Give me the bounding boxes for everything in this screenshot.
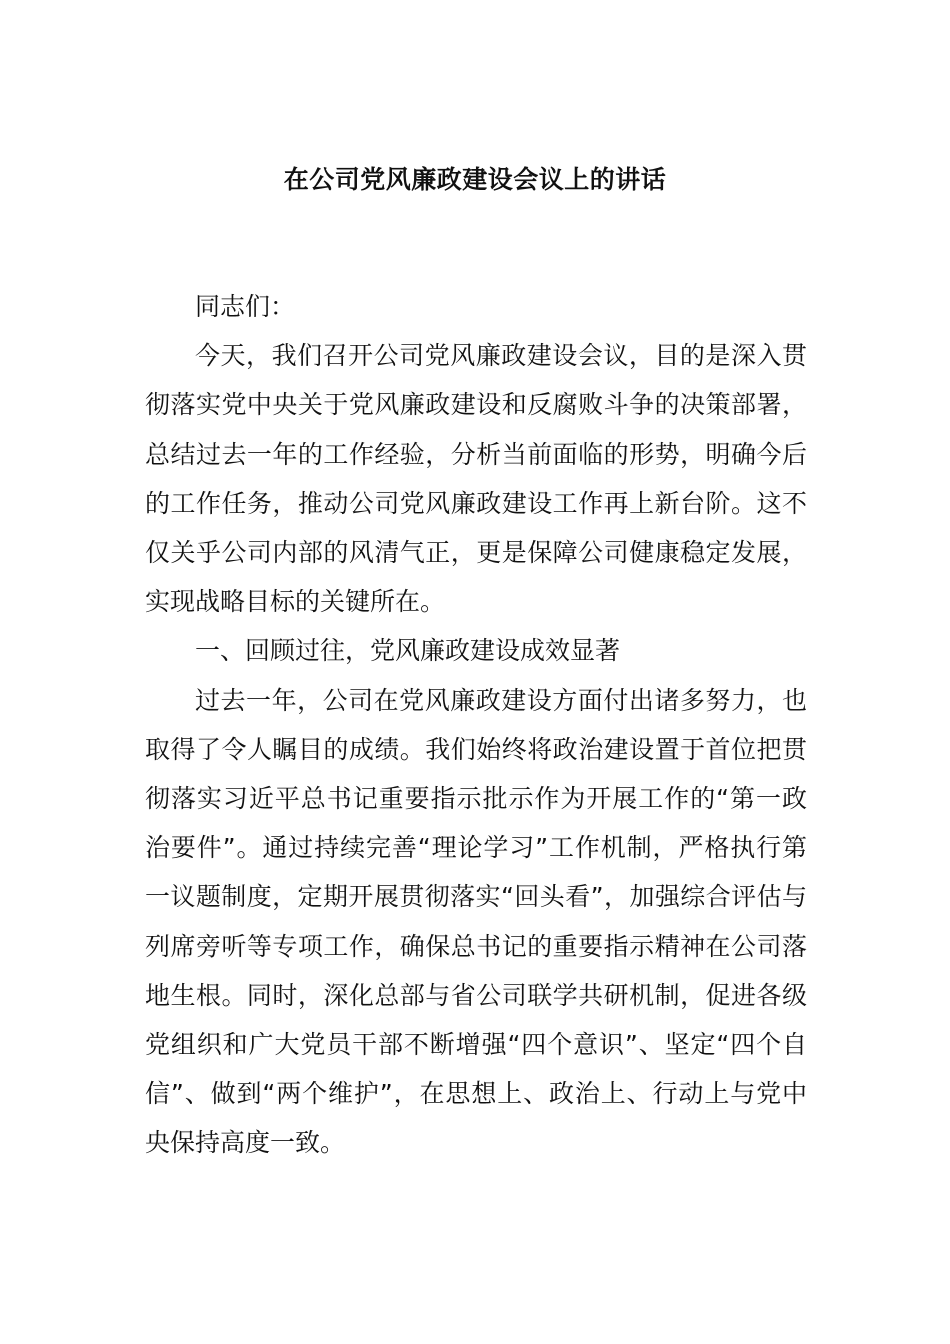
- greeting: 同志们：: [195, 292, 296, 321]
- section-heading: 一、回顾过往，党风廉政建设成效显著: [195, 636, 621, 666]
- document-title: 在公司党风廉政建设会议上的讲话: [283, 165, 667, 194]
- paragraph-review: 过去一年，公司在党风廉政建设方面付出诸多努力，也取得了令人瞩目的成绩。我们始终将政治建设置于首位把贯彻落实习近平总书记重要指示批示作为开展工作的“第一政治要件”。通过持续完善“理论学习”工作机制，严格执行第一议题制度，定期开展贯彻落实“回头看”，加强综合评估与列席旁听等专项工作，确保总书记的重要指示精神在公司落地生根。同时，深化总部与省公司联学共研机制，促进各级党组织和广大党员干部不断增强“四个意识”、坚定“四个自信”、做到“两个维护”，在思想上、政治上、行动上与党中央保持高度一致。: [145, 685, 807, 1158]
- paragraph-intro: 今天，我们召开公司党风廉政建设会议，目的是深入贯彻落实党中央关于党风廉政建设和反腐败斗争的决策部署，总结过去一年的工作经验，分析当前面临的形势，明确今后的工作任务，推动公司党风廉政建设工作再上新台阶。这不仅关乎公司内部的风清气正，更是保障公司健康稳定发展，实现战略目标的关键所在。: [145, 341, 807, 617]
- document-body: [145, 282, 807, 1168]
